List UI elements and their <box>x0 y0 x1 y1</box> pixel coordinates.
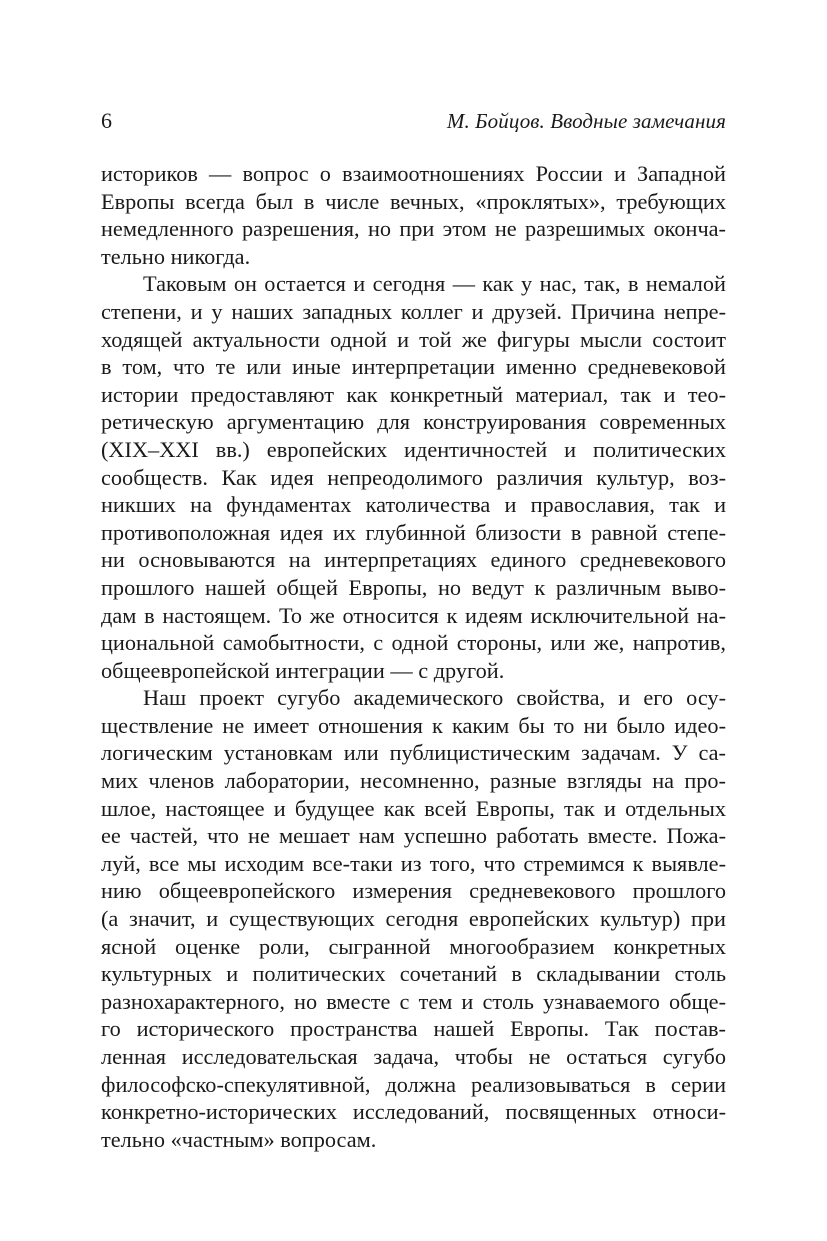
text-line: сообществ. Как идея непреодолимого различия культур, воз- <box>101 464 726 490</box>
page-header <box>101 104 726 138</box>
body-text <box>101 160 726 1153</box>
text-line: Европы всегда был в числе вечных, «проклятых», требующих <box>101 188 726 214</box>
text-line: философско-спекулятивной, должна реализовываться в серии <box>101 1071 726 1097</box>
text-line: нию общеевропейского измерения средневекового прошлого <box>101 878 726 904</box>
text-line: ходящей актуальности одной и той же фигуры мысли состоит <box>101 326 726 352</box>
text-line: Таковым он остается и сегодня — как у нас, так, в немалой <box>143 271 726 297</box>
text-line: тельно «частным» вопросам. <box>101 1126 377 1152</box>
text-line: циональной самобытности, с одной стороны, или же, напротив, <box>101 630 726 656</box>
text-line: немедленного разрешения, но при этом не разрешимых оконча- <box>101 216 726 242</box>
text-line: ретическую аргументацию для конструирования современных <box>101 409 726 435</box>
text-line: прошлого нашей общей Европы, но ведут к различным выво- <box>101 574 726 600</box>
text-line: ее частей, что не мешает нам успешно работать вместе. Пожа- <box>101 823 726 849</box>
text-line: мих членов лаборатории, несомненно, разные взгляды на про- <box>101 768 726 794</box>
text-line: общеевропейской интеграции — с другой. <box>101 657 505 683</box>
text-line: ществление не имеет отношения к каким бы то ни было идео- <box>101 712 726 738</box>
text-line: ленная исследовательская задача, чтобы не остаться сугубо <box>101 1044 726 1069</box>
text-line: шлое, настоящее и будущее как всей Европы, так и отдельных <box>101 795 726 821</box>
text-line: (XIX–XXI вв.) европейских идентичностей и политических <box>101 436 726 462</box>
text-line: конкретно-исторических исследований, посвященных относи- <box>101 1099 726 1125</box>
text-line: (а значит, и существующих сегодня европейских культур) при <box>101 906 726 932</box>
text-line: дам в настоящем. То же относится к идеям исключительной на- <box>101 602 726 628</box>
text-line: степени, и у наших западных коллег и друзей. Причина непре- <box>101 298 726 324</box>
text-line: ни основываются на интерпретациях единого средневекового <box>101 547 726 573</box>
running-head: М. Бойцов. Вводные замечания <box>446 109 726 133</box>
text-line: го исторического пространства нашей Европы. Так постав- <box>101 1016 726 1042</box>
page-number: 6 <box>101 108 112 133</box>
text-line: противоположная идея их глубинной близости в равной степе- <box>101 519 726 545</box>
text-line: историков — вопрос о взаимоотношениях России и Западной <box>101 161 726 186</box>
text-line: культурных и политических сочетаний в складывании столь <box>101 961 726 987</box>
text-line: тельно никогда. <box>101 243 251 269</box>
text-line: логическим установкам или публицистическим задачам. У са- <box>101 740 726 766</box>
text-line: в том, что те или иные интерпретации именно средневековой <box>101 354 726 380</box>
text-line: никших на фундаментах католичества и православия, так и <box>101 492 726 518</box>
text-line: ясной оценке роли, сыгранной многообразием конкретных <box>101 933 726 959</box>
text-line: истории предоставляют как конкретный материал, так и тео- <box>101 381 726 407</box>
text-line: луй, все мы исходим все-таки из того, что стремимся к выявле- <box>101 850 726 876</box>
text-line: Наш проект сугубо академического свойства, и его осу- <box>143 685 726 711</box>
text-line: разнохарактерного, но вместе с тем и столь узнаваемого обще- <box>101 988 726 1014</box>
